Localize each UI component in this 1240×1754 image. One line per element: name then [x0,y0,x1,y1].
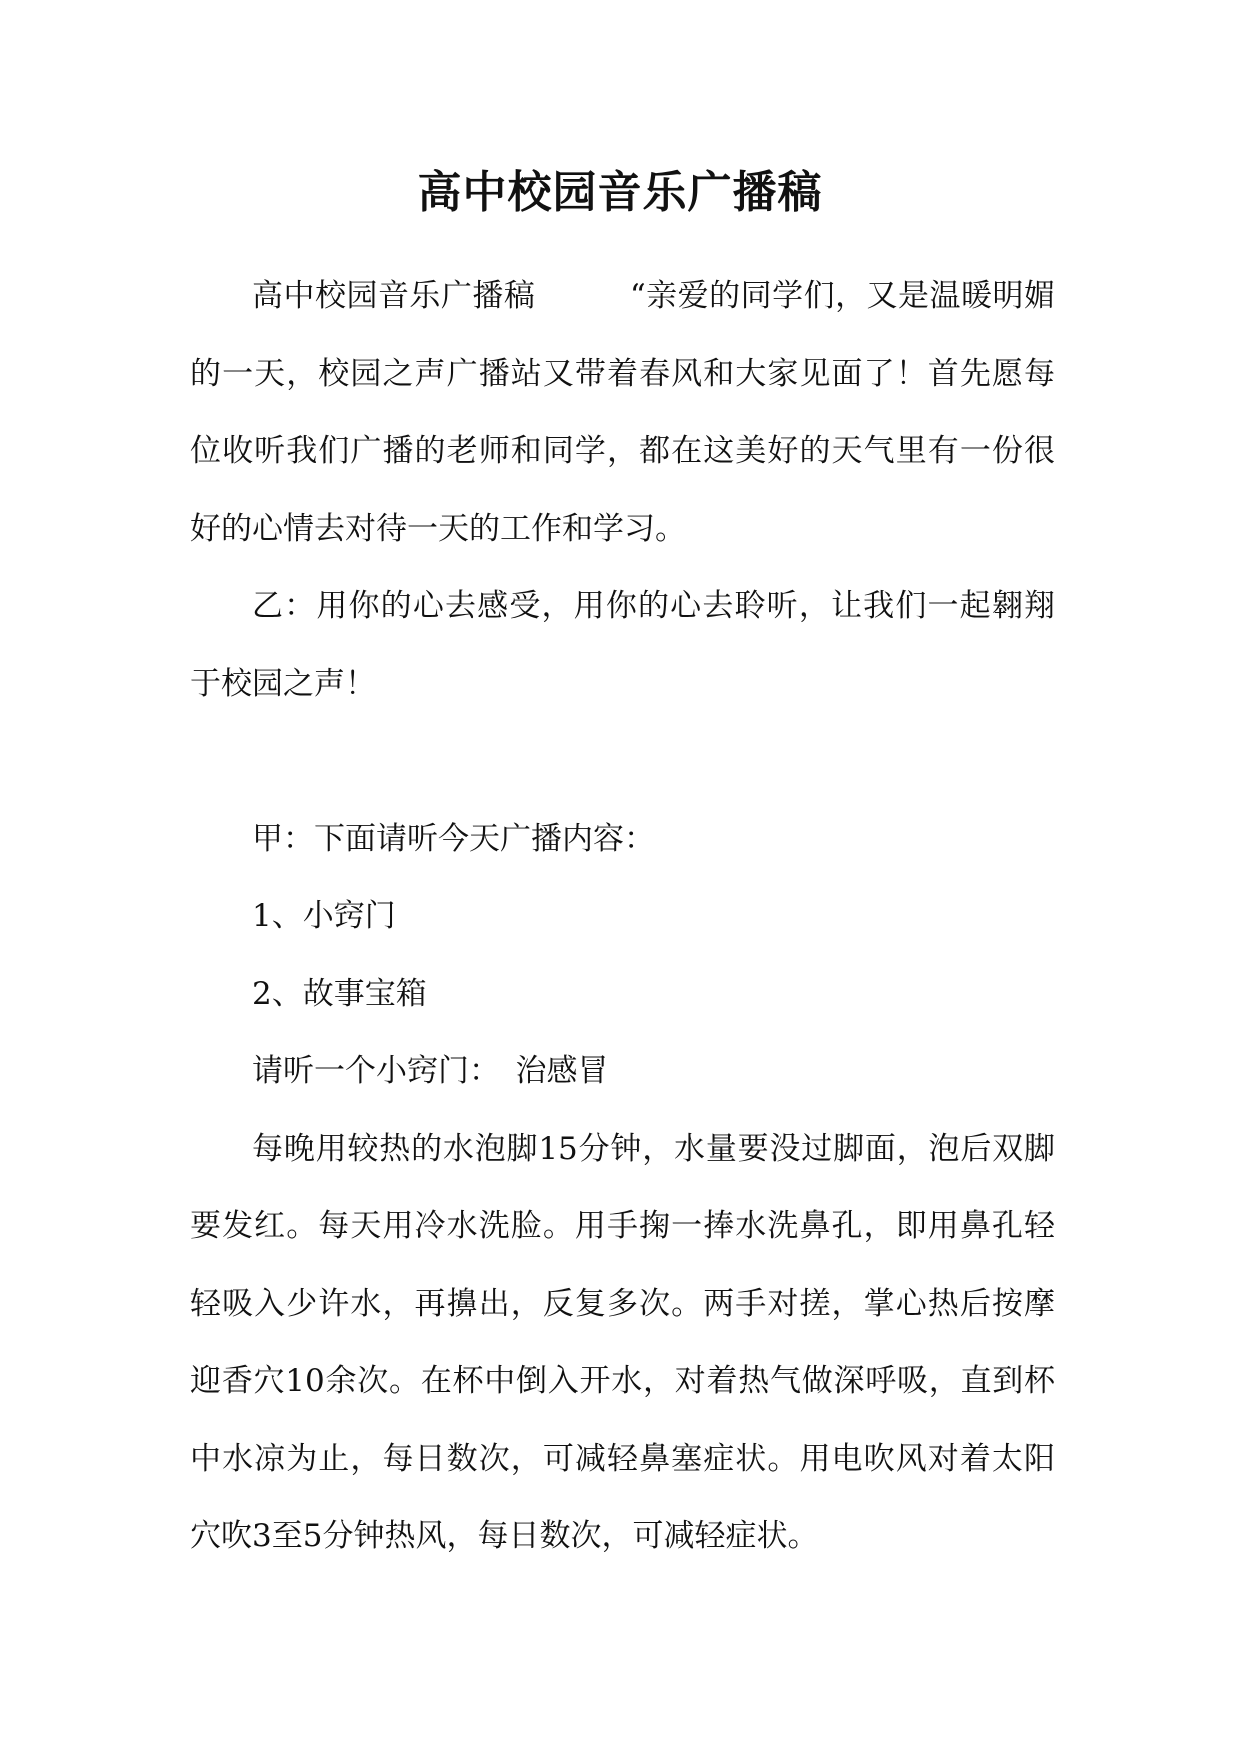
list-item-1: 1、小窍门 [252,898,396,934]
paragraph-jia: 甲：下面请听今天广播内容： [252,820,655,857]
document-body [190,258,1055,1576]
paragraph-yi: 乙：用你的心去感受，用你的心去聆听，让我们一起翱翔于校园之声！ [190,588,1055,702]
paragraph-intro: 高中校园音乐广播稿 “亲爱的同学们，又是温暖明媚的一天，校园之声广播站又带着春风和大家见面了！首先愿每位收听我们广播的老师和同学，都在这美好的天气里有一份很好的心情去对待一天的工作和学习。 [190,278,1055,547]
paragraph-tip-body: 每晚用较热的水泡脚15分钟，水量要没过脚面，泡后双脚要发红。每天用冷水洗脸。用手掬一捧水洗鼻孔，即用鼻孔轻轻吸入少许水，再擤出，反复多次。两手对搓，掌心热后按摩迎香穴10余次。在杯中倒入开水，对着热气做深呼吸，直到杯中水凉为止，每日数次，可减轻鼻塞症状。用电吹风对着太阳穴吹3至5分钟热风，每日数次，可减轻症状。 [190,1130,1055,1554]
list-item-2: 2、故事宝箱 [252,975,427,1012]
blank-line [190,723,1055,801]
paragraph-tip-heading: 请听一个小窍门： 治感冒 [252,1053,609,1089]
document-title: 高中校园音乐广播稿 [417,167,823,218]
